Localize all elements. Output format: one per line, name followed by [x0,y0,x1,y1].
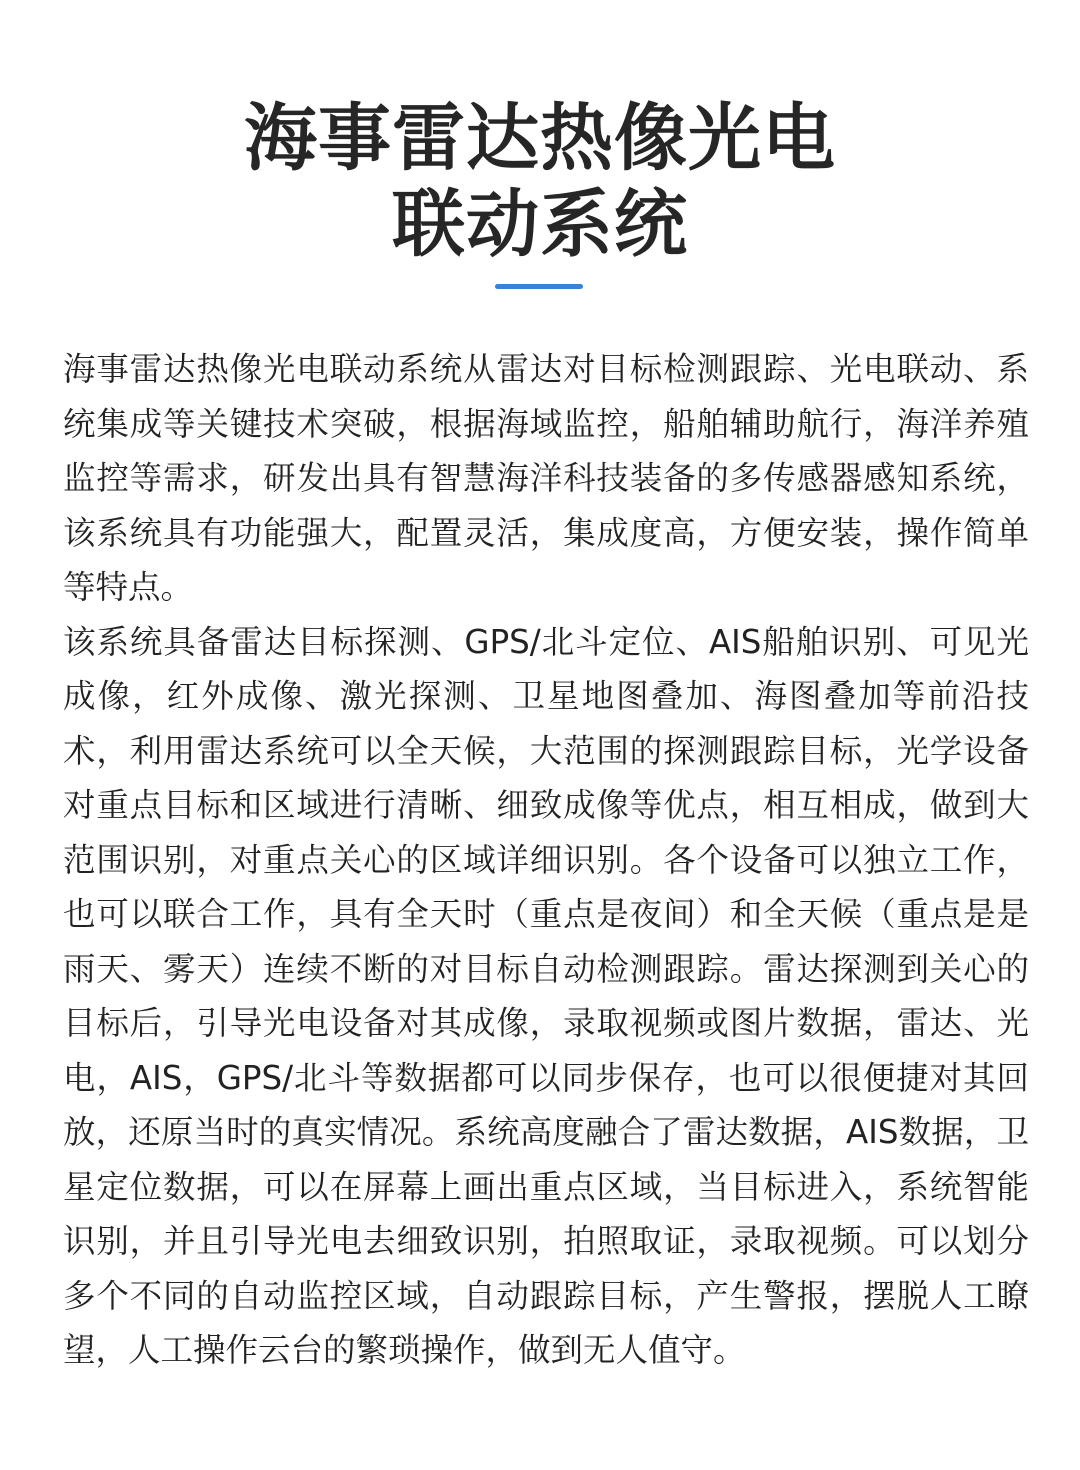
article-title [0,96,1080,268]
title-line-1: 海事雷达热像光电 [244,96,836,181]
paragraph-features: 该系统具备雷达目标探测、GPS/北斗定位、AIS船舶识别、可见光成像，红外成像、激光探测、卫星地图叠加、海图叠加等前沿技术，利用雷达系统可以全天候，大范围的探测跟踪目标，光学设备对重点目标和区域进行清晰、细致成像等优点，相互相成，做到大范围识别，对重点关心的区域详细识别。各个设备可以独立工作，也可以联合工作，具有全天时（重点是夜间）和全天候（重点是是雨天、雾天）连续不断的对目标自动检测跟踪。雷达探测到关心的目标后，引导光电设备对其成像，录取视频或图片数据，雷达、光电，AIS，GPS/北斗等数据都可以同步保存，也可以很便捷对其回放，还原当时的真实情况。系统高度融合了雷达数据，AIS数据，卫星定位数据，可以在屏幕上画出重点区域，当目标进入，系统智能识别，并且引导光电去细致识别，拍照取证，录取视频。可以划分多个不同的自动监控区域，自动跟踪目标，产生警报，摆脱人工瞭望，人工操作云台的繁琐操作，做到无人值守。 [63,622,1029,1369]
article-body [63,342,1029,1378]
paragraph-intro: 海事雷达热像光电联动系统从雷达对目标检测跟踪、光电联动、系统集成等关键技术突破，根据海域监控，船舶辅助航行，海洋养殖监控等需求，研发出具有智慧海洋科技装备的多传感器感知系统，该系统具有功能强大，配置灵活，集成度高，方便安装，操作简单等特点。 [63,350,1029,606]
title-line-2: 联动系统 [392,182,688,267]
title-divider [495,284,583,289]
